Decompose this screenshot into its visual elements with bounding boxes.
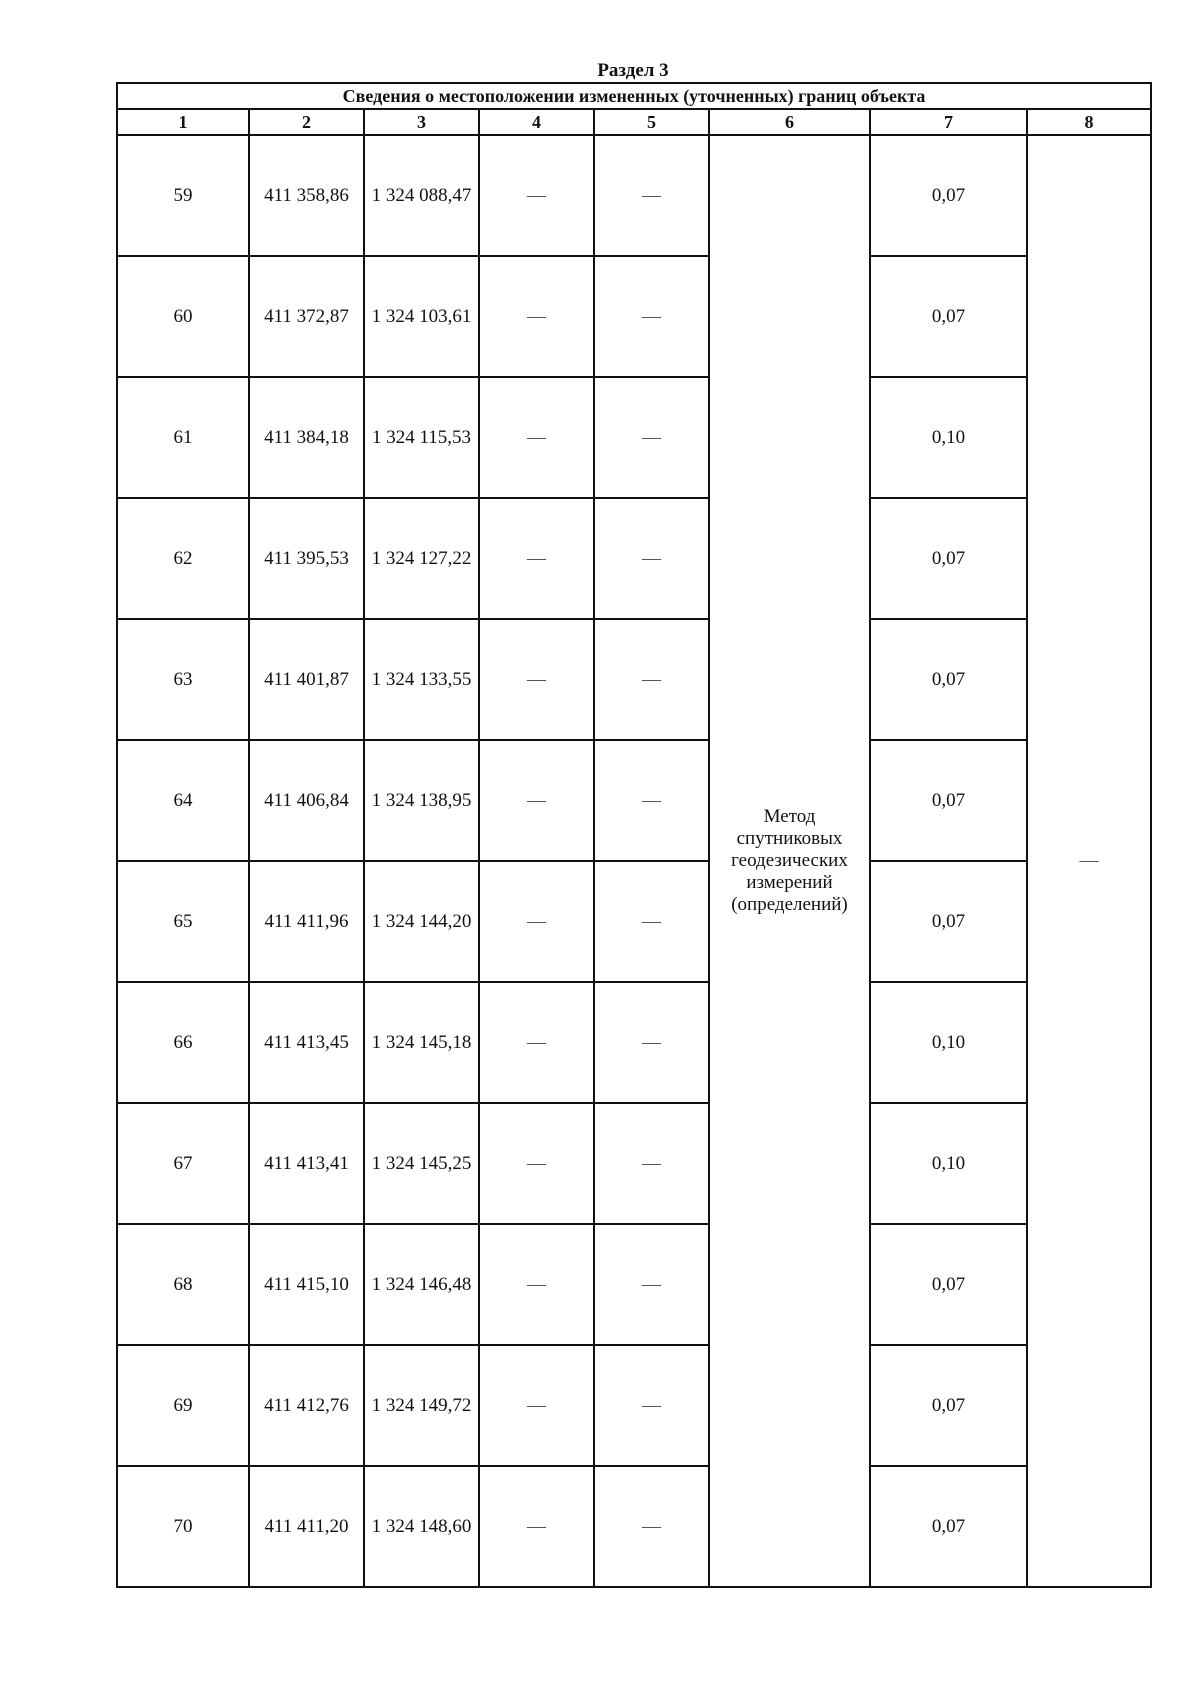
section-title: Раздел 3	[597, 60, 669, 81]
coord-x: 411 401,87	[249, 619, 364, 740]
col5-value	[594, 982, 709, 1103]
col4-value	[479, 740, 594, 861]
col4-value	[479, 1103, 594, 1224]
method-cell	[709, 135, 870, 1587]
accuracy-value: 0,07	[870, 619, 1027, 740]
col5-value	[594, 1103, 709, 1224]
table-row	[117, 377, 1151, 498]
accuracy-value: 0,07	[870, 740, 1027, 861]
col4-value	[479, 135, 594, 256]
coord-y: 1 324 115,53	[364, 377, 479, 498]
method-line: измерений	[746, 872, 833, 893]
column-number: 4	[479, 109, 594, 135]
coord-y: 1 324 145,18	[364, 982, 479, 1103]
dash-mark: —	[527, 1273, 546, 1295]
col5-value	[594, 135, 709, 256]
column-number-row	[117, 109, 1151, 135]
column-number: 7	[870, 109, 1027, 135]
coord-x: 411 412,76	[249, 1345, 364, 1466]
dash-mark: —	[527, 184, 546, 206]
accuracy-value: 0,07	[870, 135, 1027, 256]
dash-mark: —	[527, 1515, 546, 1537]
dash-mark: —	[642, 305, 661, 327]
col4-value	[479, 1224, 594, 1345]
col5-value	[594, 256, 709, 377]
point-number: 70	[117, 1466, 249, 1587]
dash-mark: —	[527, 547, 546, 569]
method-line: (определений)	[731, 894, 848, 915]
col4-value	[479, 619, 594, 740]
coord-x: 411 384,18	[249, 377, 364, 498]
table-row	[117, 135, 1151, 256]
col4-value	[479, 377, 594, 498]
dash-mark: —	[642, 1031, 661, 1053]
col5-value	[594, 377, 709, 498]
dash-mark: —	[527, 1031, 546, 1053]
coord-x: 411 413,45	[249, 982, 364, 1103]
accuracy-value: 0,07	[870, 1345, 1027, 1466]
table-row	[117, 982, 1151, 1103]
table-row	[117, 861, 1151, 982]
point-number: 66	[117, 982, 249, 1103]
column-number: 6	[709, 109, 870, 135]
table-row	[117, 1224, 1151, 1345]
table-row	[117, 1345, 1151, 1466]
dash-mark: —	[642, 668, 661, 690]
coord-y: 1 324 103,61	[364, 256, 479, 377]
accuracy-value: 0,07	[870, 1224, 1027, 1345]
table-row	[117, 740, 1151, 861]
dash-mark: —	[642, 426, 661, 448]
column-number: 5	[594, 109, 709, 135]
col5-value	[594, 740, 709, 861]
point-number: 60	[117, 256, 249, 377]
table-subtitle: Сведения о местоположении измененных (уточненных) границ объекта	[117, 83, 1151, 109]
dash-mark: —	[527, 426, 546, 448]
accuracy-value: 0,10	[870, 982, 1027, 1103]
table-row	[117, 619, 1151, 740]
col5-value	[594, 1345, 709, 1466]
coord-x: 411 358,86	[249, 135, 364, 256]
dash-mark: —	[527, 910, 546, 932]
table-row	[117, 256, 1151, 377]
col5-value	[594, 1466, 709, 1587]
col5-value	[594, 1224, 709, 1345]
column-number: 8	[1027, 109, 1151, 135]
point-number: 63	[117, 619, 249, 740]
method-line: геодезических	[731, 850, 848, 871]
dash-mark: —	[642, 547, 661, 569]
col4-value	[479, 1466, 594, 1587]
dash-mark: —	[527, 305, 546, 327]
coord-x: 411 411,20	[249, 1466, 364, 1587]
dash-mark: —	[527, 789, 546, 811]
coord-x: 411 406,84	[249, 740, 364, 861]
col4-value	[479, 1345, 594, 1466]
coord-x: 411 395,53	[249, 498, 364, 619]
coord-y: 1 324 127,22	[364, 498, 479, 619]
col4-value	[479, 861, 594, 982]
accuracy-value: 0,10	[870, 1103, 1027, 1224]
method-line: Метод	[763, 806, 816, 827]
accuracy-value: 0,07	[870, 1466, 1027, 1587]
dash-mark: —	[642, 1273, 661, 1295]
col4-value	[479, 498, 594, 619]
point-number: 61	[117, 377, 249, 498]
col8-cell	[1027, 135, 1151, 1587]
table-row	[117, 498, 1151, 619]
coord-x: 411 372,87	[249, 256, 364, 377]
coord-y: 1 324 138,95	[364, 740, 479, 861]
column-number: 1	[117, 109, 249, 135]
point-number: 62	[117, 498, 249, 619]
coord-x: 411 411,96	[249, 861, 364, 982]
dash-mark: —	[527, 668, 546, 690]
coord-y: 1 324 144,20	[364, 861, 479, 982]
boundary-table	[116, 82, 1152, 1588]
col5-value	[594, 619, 709, 740]
dash-mark: —	[642, 1515, 661, 1537]
coord-y: 1 324 149,72	[364, 1345, 479, 1466]
coord-x: 411 415,10	[249, 1224, 364, 1345]
dash-mark: —	[1079, 850, 1099, 871]
point-number: 65	[117, 861, 249, 982]
coord-x: 411 413,41	[249, 1103, 364, 1224]
dash-mark: —	[527, 1152, 546, 1174]
col4-value	[479, 982, 594, 1103]
accuracy-value: 0,07	[870, 256, 1027, 377]
col5-value	[594, 498, 709, 619]
coord-y: 1 324 148,60	[364, 1466, 479, 1587]
table-row	[117, 1466, 1151, 1587]
dash-mark: —	[527, 1394, 546, 1416]
point-number: 64	[117, 740, 249, 861]
accuracy-value: 0,10	[870, 377, 1027, 498]
column-number: 3	[364, 109, 479, 135]
accuracy-value: 0,07	[870, 861, 1027, 982]
dash-mark: —	[642, 1394, 661, 1416]
dash-mark: —	[642, 910, 661, 932]
accuracy-value: 0,07	[870, 498, 1027, 619]
coord-y: 1 324 146,48	[364, 1224, 479, 1345]
coord-y: 1 324 145,25	[364, 1103, 479, 1224]
dash-mark: —	[642, 1152, 661, 1174]
table-row	[117, 1103, 1151, 1224]
coord-y: 1 324 133,55	[364, 619, 479, 740]
dash-mark: —	[642, 789, 661, 811]
column-number: 2	[249, 109, 364, 135]
point-number: 68	[117, 1224, 249, 1345]
point-number: 69	[117, 1345, 249, 1466]
col4-value	[479, 256, 594, 377]
coord-y: 1 324 088,47	[364, 135, 479, 256]
dash-mark: —	[642, 184, 661, 206]
point-number: 67	[117, 1103, 249, 1224]
method-line: спутниковых	[736, 828, 843, 849]
point-number: 59	[117, 135, 249, 256]
col5-value	[594, 861, 709, 982]
